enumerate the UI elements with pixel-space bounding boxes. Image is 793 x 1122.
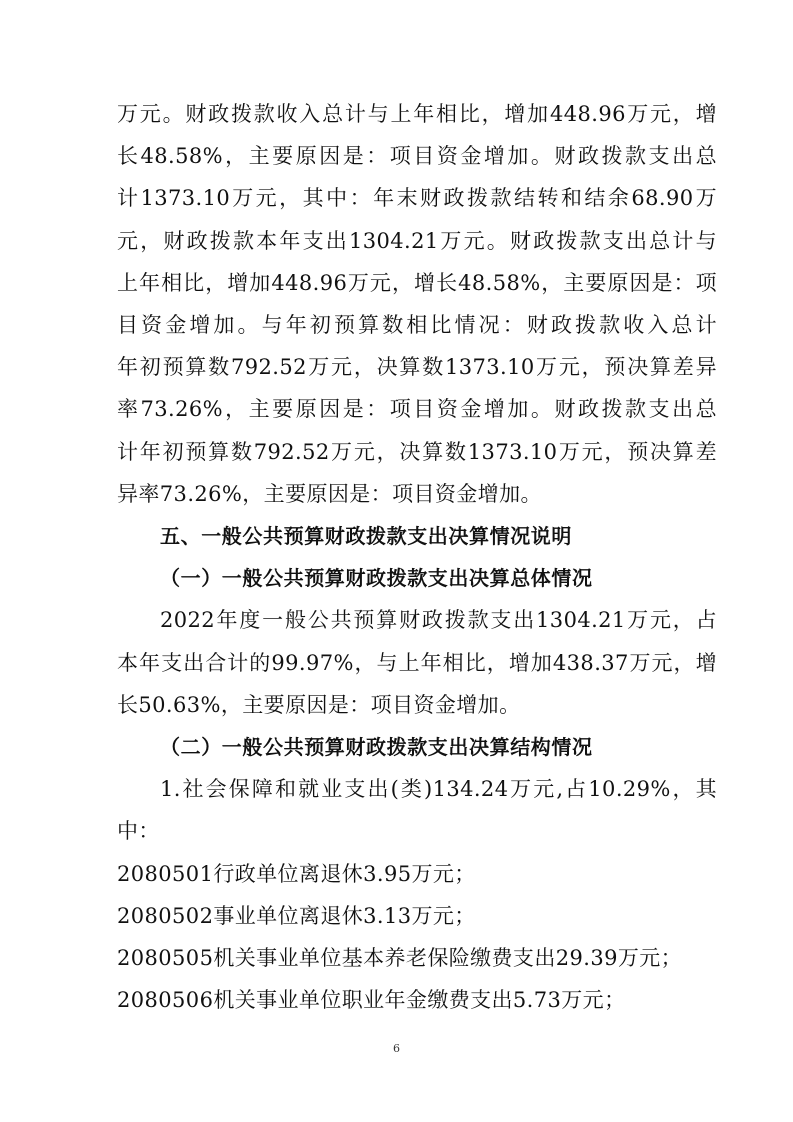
page-number: 6 (393, 1042, 400, 1056)
paragraph-line: 1.社会保障和就业支出(类)134.24万元,占10.29%，其 (160, 777, 717, 802)
paragraph-line: 计1373.10万元，其中：年末财政拨款结转和结余68.90万 (117, 186, 717, 211)
paragraph-line: 计年初预算数792.52万元，决算数1373.10万元，预决算差 (117, 439, 717, 464)
section-heading: 五、一般公共预算财政拨款支出决算情况说明 (160, 524, 572, 548)
paragraph-line: 年初预算数792.52万元，决算数1373.10万元，预决算差异 (117, 355, 717, 380)
list-item: 2080505机关事业单位基本养老保险缴费支出29.39万元； (117, 946, 683, 970)
paragraph-line: 万元。财政拨款收入总计与上年相比，增加448.96万元，增 (117, 102, 717, 126)
list-item: 2080502事业单位离退休3.13万元； (117, 903, 476, 928)
subsection-heading: （一）一般公共预算财政拨款支出决算总体情况 (160, 566, 593, 591)
paragraph-line: 率73.26%，主要原因是：项目资金增加。财政拨款支出总 (117, 397, 717, 422)
paragraph-line: 元，财政拨款本年支出1304.21万元。财政拨款支出总计与 (117, 228, 717, 253)
paragraph-line: 中： (117, 819, 160, 844)
paragraph-line: 长48.58%，主要原因是：项目资金增加。财政拨款支出总 (117, 144, 717, 169)
paragraph-line: 长50.63%，主要原因是：项目资金增加。 (117, 692, 521, 717)
paragraph-line: 目资金增加。与年初预算数相比情况：财政拨款收入总计 (117, 313, 717, 337)
subsection-heading: （二）一般公共预算财政拨款支出决算结构情况 (160, 735, 593, 759)
list-item: 2080506机关事业单位职业年金缴费支出5.73万元； (117, 988, 626, 1013)
paragraph-line: 异率73.26%，主要原因是：项目资金增加。 (117, 481, 542, 506)
paragraph-line: 本年支出合计的99.97%，与上年相比，增加438.37万元，增 (117, 650, 717, 675)
paragraph-line: 2022年度一般公共预算财政拨款支出1304.21万元，占 (160, 608, 717, 633)
paragraph-line: 上年相比，增加448.96万元，增长48.58%，主要原因是：项 (117, 270, 717, 295)
list-item: 2080501行政单位离退休3.95万元； (117, 861, 476, 886)
